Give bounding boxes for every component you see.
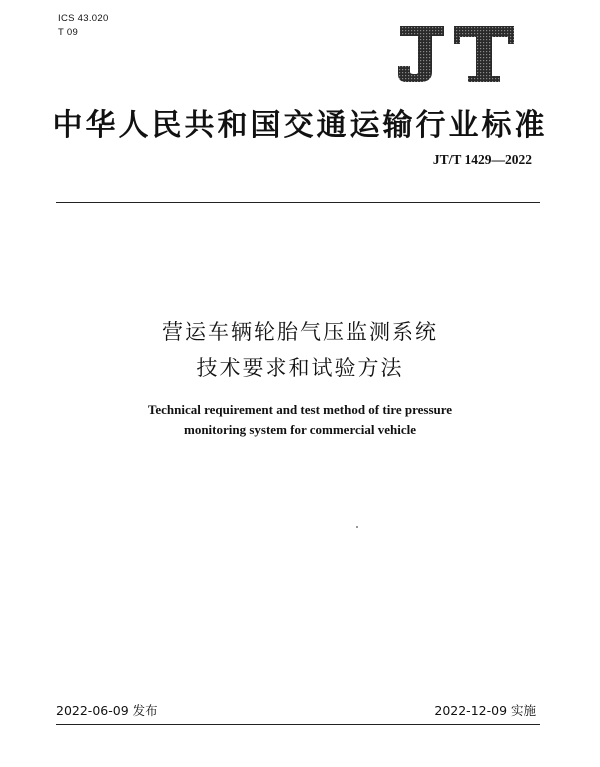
header-divider (56, 202, 540, 203)
scan-speck (356, 526, 358, 528)
classification-block (58, 12, 109, 40)
issuing-organization: 中华人民共和国交通运输行业标准 (52, 108, 548, 143)
title-zh-line-2: 技术要求和试验方法 (196, 356, 404, 380)
jt-logo (396, 24, 516, 84)
implementation-date: 2022-12-09 实施 (434, 703, 536, 718)
title-zh-line-1: 营运车辆轮胎气压监测系统 (162, 320, 438, 344)
ics-code: ICS 43.020 (58, 13, 109, 24)
footer-divider (56, 724, 540, 725)
standard-number: JT/T 1429—2022 (432, 152, 532, 167)
issue-date: 2022-06-09 发布 (56, 703, 158, 718)
standard-category: T 09 (58, 27, 79, 38)
title-en-line-2: monitoring system for commercial vehicle (183, 422, 416, 437)
title-en-line-1: Technical requirement and test method of tire pressure (147, 402, 453, 417)
